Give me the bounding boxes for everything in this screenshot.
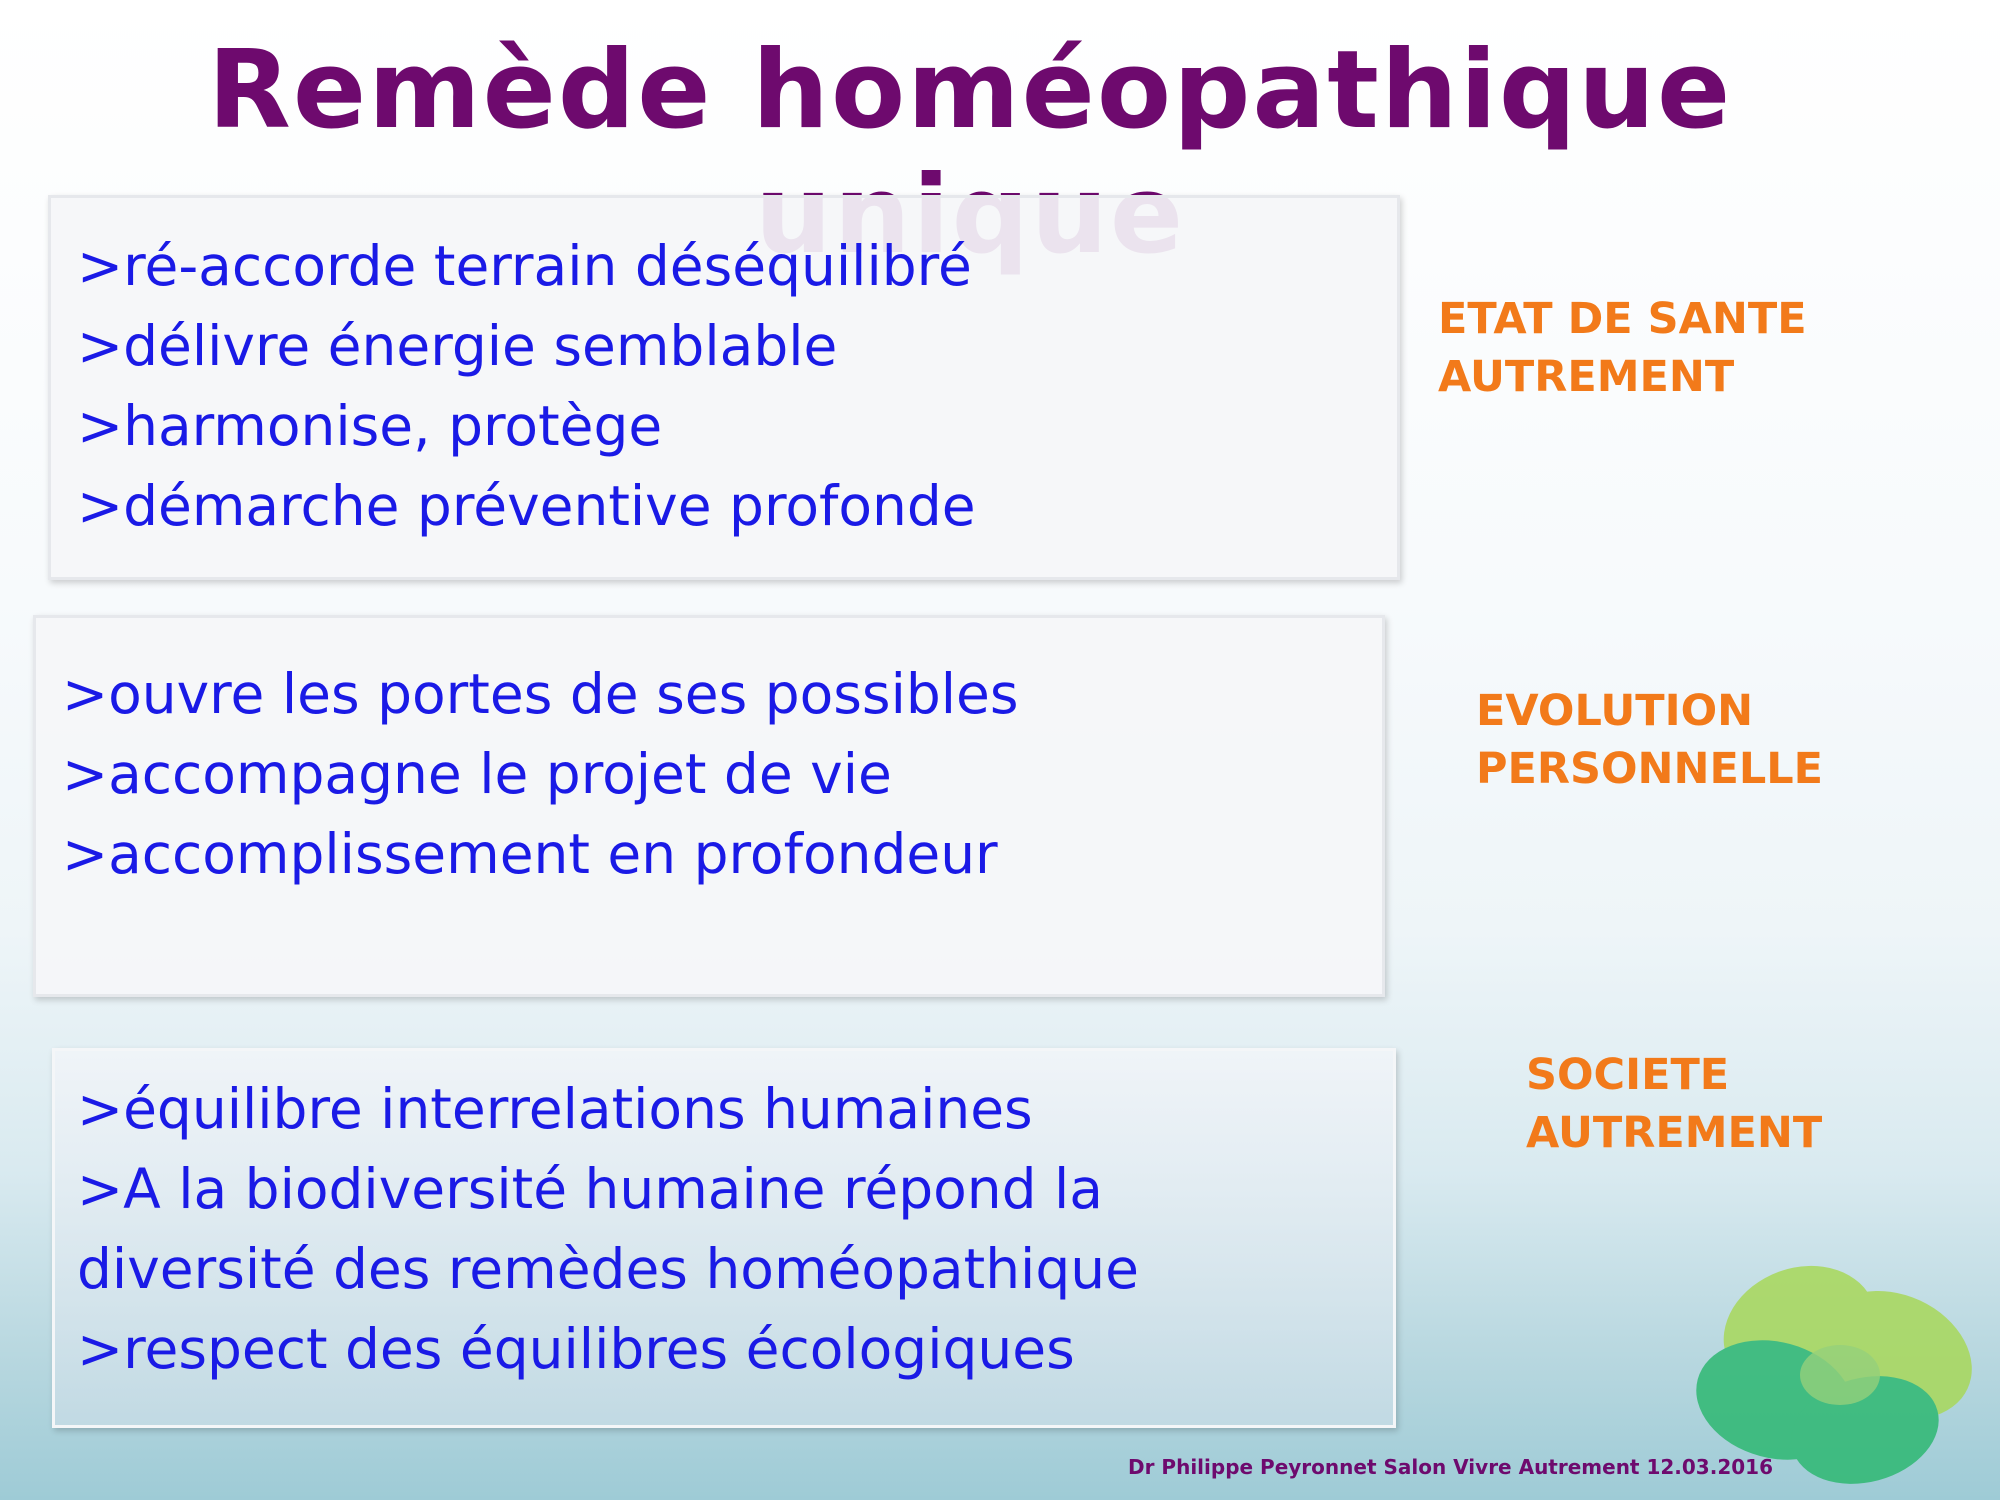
section-label-evolution	[1476, 682, 1823, 798]
label-line: PERSONNELLE	[1476, 744, 1824, 794]
bullet-line: >démarche préventive profonde	[77, 474, 976, 538]
bullet-line: diversité des remèdes homéopathique	[77, 1237, 1139, 1301]
section-box-society	[52, 1048, 1396, 1428]
section-label-society	[1526, 1046, 1822, 1162]
label-line: AUTREMENT	[1438, 352, 1735, 402]
bullet-line: >accomplissement en profondeur	[62, 822, 998, 886]
bullet-line: >ouvre les portes de ses possibles	[62, 662, 1019, 726]
bullet-line: >délivre énergie semblable	[77, 314, 838, 378]
four-leaf-clover-icon	[1690, 1245, 1990, 1485]
section-label-health	[1438, 290, 1807, 406]
bullet-line: >harmonise, protège	[77, 394, 663, 458]
label-line: AUTREMENT	[1526, 1108, 1823, 1158]
bullet-line: >accompagne le projet de vie	[62, 742, 892, 806]
section-box-evolution	[33, 615, 1385, 997]
bullet-line: >respect des équilibres écologiques	[77, 1317, 1075, 1381]
bullet-line: >équilibre interrelations humaines	[77, 1077, 1033, 1141]
section-box-health	[48, 195, 1400, 580]
label-line: EVOLUTION	[1476, 686, 1754, 736]
bullet-line: >A la biodiversité humaine répond la	[77, 1157, 1104, 1221]
label-line: ETAT DE SANTE	[1438, 294, 1807, 344]
bullet-line: >ré-accorde terrain déséquilibré	[77, 234, 972, 298]
label-line: SOCIETE	[1526, 1050, 1730, 1100]
slide-title: Remède homéopathique	[207, 28, 1733, 153]
footer-credit: Dr Philippe Peyronnet Salon Vivre Autrement 12.03.2016	[1128, 1455, 1773, 1479]
